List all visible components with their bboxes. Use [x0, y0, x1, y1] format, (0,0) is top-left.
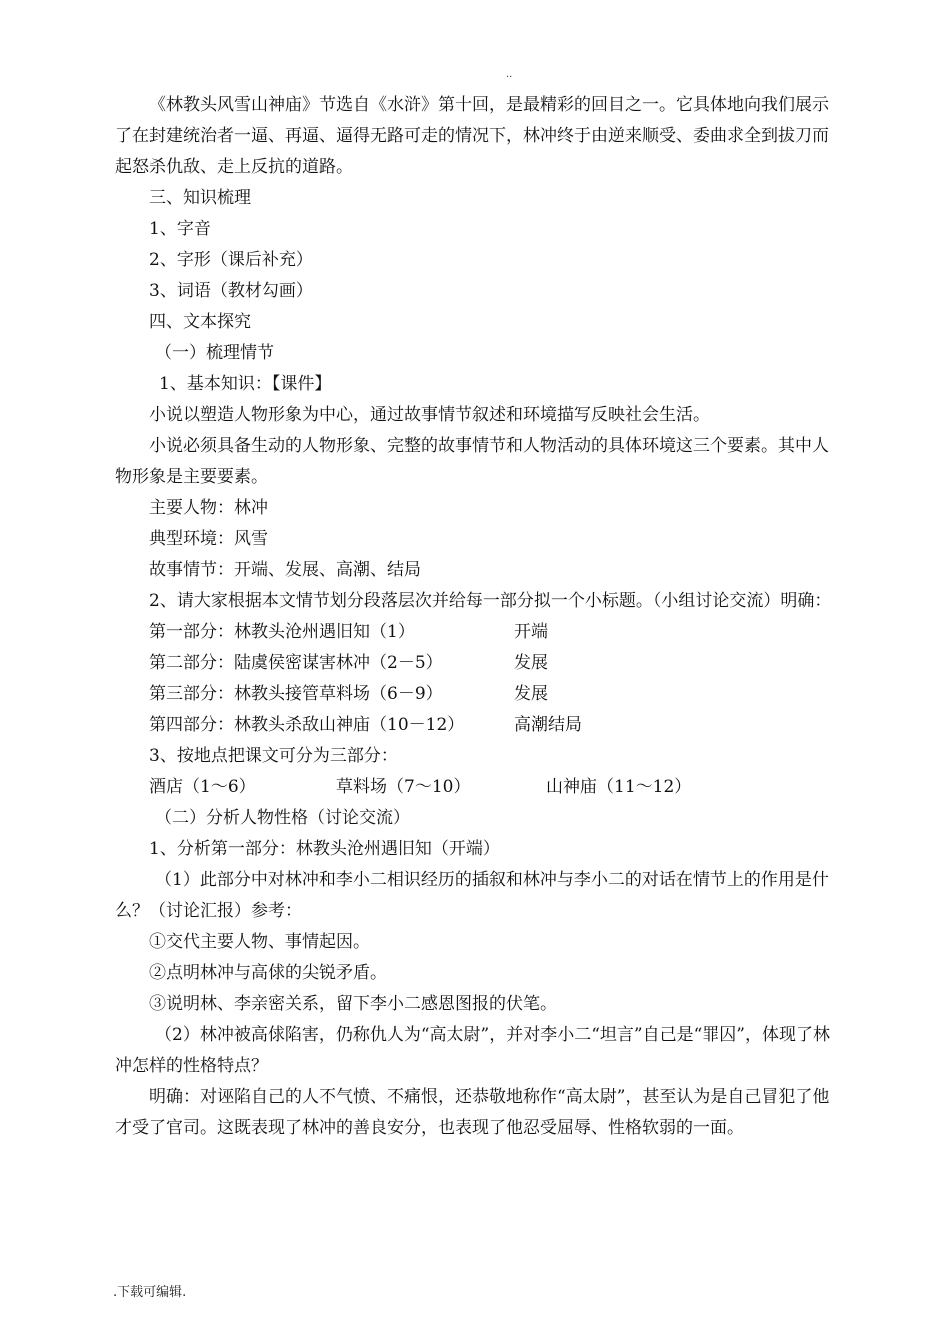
list-item-vocabulary: 3、词语（教材勾画）: [149, 281, 313, 301]
document-body: [115, 90, 840, 1144]
list-item-glyph: 2、字形（课后补充）: [149, 250, 313, 270]
part-stage: 高潮结局: [514, 715, 582, 735]
location-item: 山神庙（11～12）: [546, 777, 692, 797]
main-character: 主要人物：林冲: [149, 498, 268, 518]
subheading-character: （二）分析人物性格（讨论交流）: [155, 808, 410, 828]
part-row: [115, 648, 840, 679]
footer-note: .下载可编辑.: [113, 1285, 187, 1300]
part-stage: 开端: [514, 622, 548, 642]
part-stage: 发展: [514, 653, 548, 673]
location-item: 酒店（1～6）: [149, 777, 256, 797]
part-title: 第二部分：陆虞侯密谋害林冲（2－5）: [149, 653, 443, 673]
paragraph-novel-theory: 小说以塑造人物形象为中心，通过故事情节叙述和环境描写反映社会生活。: [149, 405, 710, 425]
part-title: 第三部分：林教头接管草料场（6－9）: [149, 684, 443, 704]
basic-knowledge-label: 1、基本知识：【课件】: [159, 374, 332, 394]
answer-point-3: ③说明林、李亲密关系，留下李小二感恩图报的伏笔。: [149, 994, 557, 1014]
part-row: [115, 710, 840, 741]
subheading-plot: （一）梳理情节: [155, 343, 274, 363]
part-row: [115, 679, 840, 710]
location-row: [115, 772, 840, 803]
list-item-pronunciation: 1、字音: [149, 219, 211, 239]
part-row: [115, 617, 840, 648]
part-title: 第一部分：林教头沧州遇旧知（1）: [149, 622, 415, 642]
header-mark: ..: [506, 69, 513, 80]
question-one: （1）此部分中对林冲和李小二相识经历的插叙和林冲与李小二的对话在情节上的作用是什么？（讨论汇报）参考：: [115, 870, 829, 921]
part-title: 第四部分：林教头杀敌山神庙（10－12）: [149, 715, 465, 735]
intro-paragraph: 《林教头风雪山神庙》节选自《水浒》第十回，是最精彩的回目之一。它具体地向我们展示了在封建统治者一逼、再逼、逼得无路可走的情况下，林冲终于由逆来顺受、委曲求全到拔刀而起怒杀仇敌、走上反抗的道路。: [115, 95, 829, 177]
paragraph-novel-elements: 小说必须具备生动的人物形象、完整的故事情节和人物活动的具体环境这三个要素。其中人物形象是主要要素。: [115, 436, 829, 487]
story-plot: 故事情节：开端、发展、高潮、结局: [149, 560, 421, 580]
typical-environment: 典型环境：风雪: [149, 529, 268, 549]
answer-point-2: ②点明林冲与高俅的尖锐矛盾。: [149, 963, 387, 983]
section-heading-text-study: 四、文本探究: [149, 312, 251, 332]
section-heading-knowledge: 三、知识梳理: [149, 188, 251, 208]
answer-two: 明确：对诬陷自己的人不气愤、不痛恨，还恭敬地称作“高太尉”，甚至认为是自己冒犯了他才受了官司。这既表现了林冲的善良安分，也表现了他忍受屈辱、性格软弱的一面。: [115, 1087, 830, 1138]
location-item: 草料场（7～10）: [336, 777, 471, 797]
analysis-part-one: 1、分析第一部分：林教头沧州遇旧知（开端）: [149, 839, 500, 859]
answer-point-1: ①交代主要人物、事情起因。: [149, 932, 370, 952]
paragraph-division-task: 2、请大家根据本文情节划分段落层次并给每一部分拟一个小标题。（小组讨论交流）明确：: [149, 591, 832, 611]
location-intro: 3、按地点把课文可分为三部分：: [149, 746, 398, 766]
question-two: （2）林冲被高俅陷害，仍称仇人为“高太尉”，并对李小二“坦言”自己是“罪囚”，体现了林冲怎样的性格特点？: [115, 1025, 830, 1076]
part-stage: 发展: [514, 684, 548, 704]
